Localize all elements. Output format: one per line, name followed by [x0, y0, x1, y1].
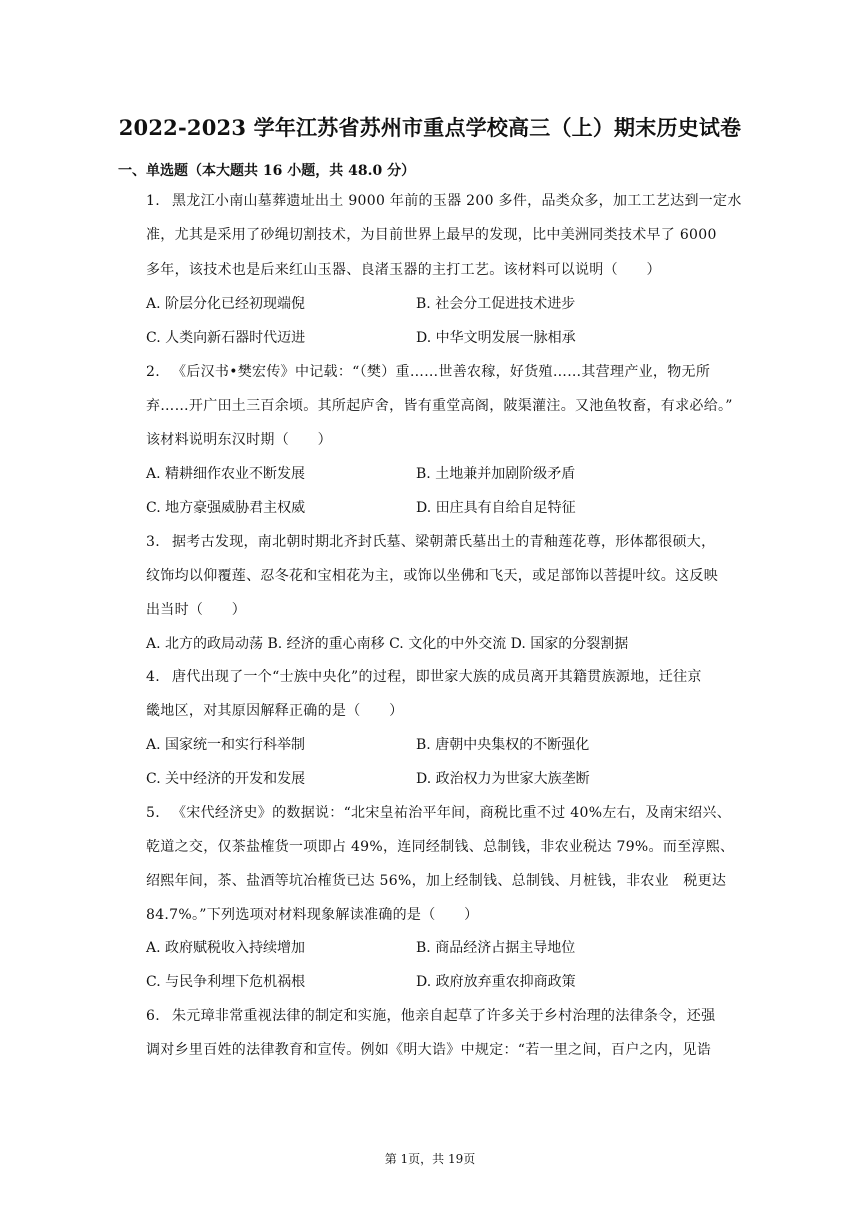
option-c[interactable]: C. 关中经济的开发和发展	[146, 771, 306, 787]
option-d[interactable]: D. 中华文明发展一脉相承	[416, 330, 576, 346]
question-number: 3.	[146, 534, 160, 550]
question-5-line-1	[146, 802, 756, 822]
question-number: 2.	[146, 364, 160, 380]
option-c[interactable]: C. 人类向新石器时代迈进	[146, 330, 306, 346]
question-text: 《后汉书•樊宏传》中记载：“（樊）重……世善农稼，好货殖……其营理产业，物无所	[172, 364, 711, 380]
option-a[interactable]: A. 精耕细作农业不断发展	[146, 466, 306, 482]
question-1-line-3: 多年，该技术也是后来红山玉器、良渚玉器的主打工艺。该材料可以说明（ ）	[146, 262, 661, 278]
question-3-line-1	[146, 531, 756, 551]
question-2-line-1	[146, 361, 756, 381]
option-a[interactable]: A. 国家统一和实行科举制	[146, 737, 306, 753]
question-6-line-2: 调对乡里百姓的法律教育和宣传。例如《明大诰》中规定：“若一里之间，百户之内，见诰	[146, 1042, 712, 1058]
question-5-line-3: 绍熙年间，茶、盐酒等坑冶榷货已达 56%，加上经制钱、总制钱、月桩钱，非农业 税更达	[146, 873, 727, 889]
options-row[interactable]: A. 北方的政局动荡 B. 经济的重心南移 C. 文化的中外交流 D. 国家的分裂割据	[146, 636, 629, 652]
option-d[interactable]: D. 田庄具有自给自足特征	[416, 500, 576, 516]
question-number: 1.	[146, 193, 160, 209]
question-4-line-2: 畿地区，对其原因解释正确的是（ ）	[146, 703, 404, 719]
option-b[interactable]: B. 商品经济占据主导地位	[416, 940, 576, 956]
exam-title: 2022-2023 学年江苏省苏州市重点学校高三（上）期末历史试卷	[118, 115, 742, 140]
section-heading: 一、单选题（本大题共 16 小题，共 48.0 分）	[118, 163, 416, 179]
question-text: 黑龙江小南山墓葬遗址出土 9000 年前的玉器 200 多件，品类众多，加工工艺达到一定水	[172, 193, 742, 209]
question-2-line-3: 该材料说明东汉时期（ ）	[146, 432, 332, 448]
page-footer: 第 1页，共 19页	[384, 1152, 476, 1166]
option-d[interactable]: D. 政治权力为世家大族垄断	[416, 771, 590, 787]
question-text: 《宋代经济史》的数据说：“北宋皇祐治平年间，商税比重不过 40%左右，及南宋绍兴、	[172, 805, 732, 821]
option-c[interactable]: C. 与民争利埋下危机祸根	[146, 974, 306, 990]
option-a[interactable]: A. 阶层分化已经初现端倪	[146, 296, 306, 312]
question-text: 朱元璋非常重视法律的制定和实施，他亲自起草了许多关于乡村治理的法律条令，还强	[172, 1008, 716, 1024]
question-text: 据考古发现，南北朝时期北齐封氏墓、梁朝萧氏墓出土的青釉莲花尊，形体都很硕大，	[172, 534, 716, 550]
option-a[interactable]: A. 政府赋税收入持续增加	[146, 940, 306, 956]
question-4-line-1	[146, 666, 756, 686]
option-b[interactable]: B. 土地兼并加剧阶级矛盾	[416, 466, 576, 482]
question-5-line-4: 84.7%。”下列选项对材料现象解读准确的是（ ）	[146, 907, 479, 923]
question-text: 唐代出现了一个“士族中央化”的过程，即世家大族的成员离开其籍贯族源地，迁往京	[172, 669, 702, 685]
question-3-line-2: 纹饰均以仰覆莲、忍冬花和宝相花为主，或饰以坐佛和飞天，或足部饰以菩提叶纹。这反映	[146, 568, 718, 584]
question-number: 4.	[146, 669, 160, 685]
question-6-line-1	[146, 1005, 756, 1025]
question-2-line-2: 弃……开广田土三百余顷。其所起庐舍，皆有重堂高阁，陂渠灌注。又池鱼牧畜，有求必给。”	[146, 398, 733, 414]
question-3-line-3: 出当时（ ）	[146, 602, 247, 618]
option-c[interactable]: C. 地方豪强威胁君主权威	[146, 500, 306, 516]
question-1-line-2: 准，尤其是采用了砂绳切割技术，为目前世界上最早的发现，比中美洲同类技术早了 6000	[146, 227, 717, 243]
option-b[interactable]: B. 社会分工促进技术进步	[416, 296, 576, 312]
question-number: 6.	[146, 1008, 160, 1024]
question-number: 5.	[146, 805, 160, 821]
question-1-line-1	[146, 190, 756, 210]
option-d[interactable]: D. 政府放弃重农抑商政策	[416, 974, 576, 990]
question-5-line-2: 乾道之交，仅茶盐榷货一项即占 49%，连同经制钱、总制钱，非农业税达 79%。而至淳熙、	[146, 839, 735, 855]
option-b[interactable]: B. 唐朝中央集权的不断强化	[416, 737, 590, 753]
